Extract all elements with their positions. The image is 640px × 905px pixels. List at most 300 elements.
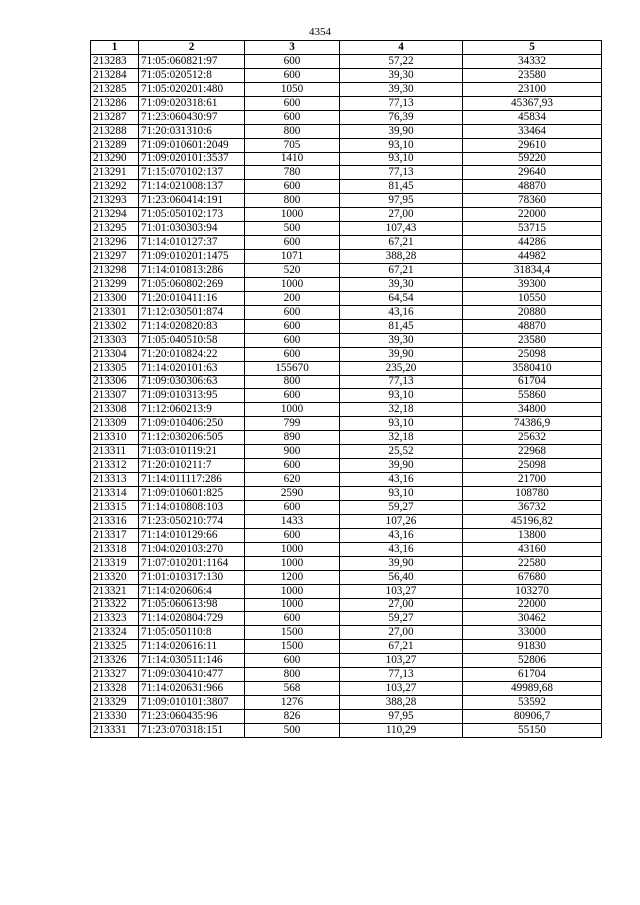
table-cell: 71:14:020606:4 [139,584,245,598]
table-cell: 71:09:010601:825 [139,487,245,501]
table-cell: 213330 [91,710,139,724]
table-cell: 1000 [245,584,340,598]
table-cell: 213325 [91,640,139,654]
table-cell: 213308 [91,403,139,417]
table-cell: 43160 [463,542,602,556]
table-cell: 39,30 [340,68,463,82]
table-cell: 33464 [463,124,602,138]
table-cell: 1000 [245,403,340,417]
table-cell: 64,54 [340,291,463,305]
table-cell: 1200 [245,570,340,584]
table-cell: 213322 [91,598,139,612]
table-row [91,305,602,319]
table-cell: 23100 [463,82,602,96]
table-cell: 600 [245,347,340,361]
table-cell: 44286 [463,236,602,250]
table-cell: 200 [245,291,340,305]
table-cell: 67,21 [340,236,463,250]
table-cell: 71:14:021008:137 [139,180,245,194]
table-row [91,626,602,640]
table-header-row [91,41,602,55]
table-cell: 59,27 [340,612,463,626]
table-cell: 600 [245,110,340,124]
table-cell: 71:23:060430:97 [139,110,245,124]
table-cell: 213286 [91,96,139,110]
table-cell: 21700 [463,473,602,487]
table-cell: 213318 [91,542,139,556]
table-cell: 213326 [91,654,139,668]
table-cell: 108780 [463,487,602,501]
table-cell: 600 [245,236,340,250]
table-cell: 52806 [463,654,602,668]
table-cell: 22580 [463,556,602,570]
table-row [91,473,602,487]
table-cell: 1433 [245,514,340,528]
table-cell: 67,21 [340,264,463,278]
table-row [91,264,602,278]
table-cell: 71:09:030410:477 [139,668,245,682]
table-cell: 71:12:030501:874 [139,305,245,319]
table-cell: 213307 [91,389,139,403]
table-cell: 213297 [91,250,139,264]
table-cell: 55860 [463,389,602,403]
table-cell: 213327 [91,668,139,682]
table-cell: 48870 [463,180,602,194]
column-header: 5 [463,41,602,55]
table-cell: 71:01:030303:94 [139,222,245,236]
table-cell: 235,20 [340,361,463,375]
table-cell: 97,95 [340,710,463,724]
table-cell: 59,27 [340,500,463,514]
table-cell: 39,30 [340,82,463,96]
table-cell: 568 [245,682,340,696]
table-cell: 213317 [91,528,139,542]
page-number: 4354 [309,26,331,38]
table-cell: 213285 [91,82,139,96]
table-cell: 213311 [91,445,139,459]
table-cell: 800 [245,194,340,208]
table-cell: 93,10 [340,487,463,501]
table-cell: 39,90 [340,459,463,473]
table-cell: 826 [245,710,340,724]
table-cell: 71:05:050102:173 [139,208,245,222]
table-cell: 213302 [91,319,139,333]
table-cell: 93,10 [340,389,463,403]
table-cell: 71:12:060213:9 [139,403,245,417]
table-row [91,361,602,375]
table-cell: 32,18 [340,431,463,445]
table-row [91,459,602,473]
table-row [91,389,602,403]
table-cell: 213294 [91,208,139,222]
table-cell: 1071 [245,250,340,264]
table-cell: 45196,82 [463,514,602,528]
table-cell: 213331 [91,723,139,737]
table-cell: 780 [245,166,340,180]
table-cell: 213296 [91,236,139,250]
table-cell: 213289 [91,138,139,152]
table-cell: 620 [245,473,340,487]
table-cell: 213323 [91,612,139,626]
table-cell: 213299 [91,277,139,291]
table-cell: 71:09:010313:95 [139,389,245,403]
table-cell: 600 [245,500,340,514]
table-cell: 1000 [245,598,340,612]
table-cell: 80906,7 [463,710,602,724]
table-cell: 77,13 [340,668,463,682]
table-cell: 74386,9 [463,417,602,431]
table-cell: 39,30 [340,277,463,291]
table-cell: 71:14:020616:11 [139,640,245,654]
table-cell: 45367,93 [463,96,602,110]
table-cell: 213312 [91,459,139,473]
table-cell: 71:05:060613:98 [139,598,245,612]
table-row [91,682,602,696]
table-cell: 107,43 [340,222,463,236]
column-header: 1 [91,41,139,55]
table-cell: 71:09:010101:3807 [139,696,245,710]
table-row [91,598,602,612]
table-row [91,208,602,222]
table-cell: 97,95 [340,194,463,208]
table-cell: 213319 [91,556,139,570]
table-cell: 500 [245,723,340,737]
table-cell: 1050 [245,82,340,96]
table-cell: 213298 [91,264,139,278]
table-cell: 213321 [91,584,139,598]
column-header: 4 [340,41,463,55]
table-cell: 213316 [91,514,139,528]
table-cell: 110,29 [340,723,463,737]
table-cell: 213309 [91,417,139,431]
table-cell: 71:14:020101:63 [139,361,245,375]
table-cell: 53592 [463,696,602,710]
table-row [91,445,602,459]
table-cell: 91830 [463,640,602,654]
table-cell: 71:05:050110:8 [139,626,245,640]
table-cell: 71:14:020820:83 [139,319,245,333]
table-cell: 3580410 [463,361,602,375]
table-row [91,431,602,445]
table-row [91,375,602,389]
table-row [91,500,602,514]
table-cell: 213304 [91,347,139,361]
table-cell: 71:07:010201:1164 [139,556,245,570]
table-cell: 39,90 [340,124,463,138]
table-cell: 800 [245,124,340,138]
table-cell: 67680 [463,570,602,584]
table-cell: 213328 [91,682,139,696]
table-cell: 213329 [91,696,139,710]
table-row [91,723,602,737]
table-row [91,96,602,110]
table-cell: 705 [245,138,340,152]
table-cell: 43,16 [340,528,463,542]
table-row [91,166,602,180]
table-cell: 103,27 [340,584,463,598]
table-cell: 600 [245,305,340,319]
table-cell: 890 [245,431,340,445]
table-cell: 93,10 [340,152,463,166]
table-row [91,333,602,347]
table-cell: 71:23:070318:151 [139,723,245,737]
table-cell: 61704 [463,375,602,389]
table-cell: 71:14:030511:146 [139,654,245,668]
table-cell: 27,00 [340,626,463,640]
table-cell: 39,30 [340,333,463,347]
table-cell: 1276 [245,696,340,710]
table-cell: 213313 [91,473,139,487]
table-cell: 213324 [91,626,139,640]
table-cell: 56,40 [340,570,463,584]
table-cell: 155670 [245,361,340,375]
table-row [91,542,602,556]
table-cell: 388,28 [340,696,463,710]
table-cell: 77,13 [340,96,463,110]
table-cell: 103270 [463,584,602,598]
table-cell: 71:14:020804:729 [139,612,245,626]
table-cell: 213290 [91,152,139,166]
table-cell: 71:03:010119:21 [139,445,245,459]
table-row [91,291,602,305]
table-row [91,54,602,68]
table-row [91,319,602,333]
table-cell: 1500 [245,626,340,640]
table-cell: 71:20:010211:7 [139,459,245,473]
table-cell: 71:14:010813:286 [139,264,245,278]
table-cell: 71:05:020201:480 [139,82,245,96]
table-row [91,584,602,598]
table-cell: 71:01:010317:130 [139,570,245,584]
table-cell: 600 [245,654,340,668]
table-cell: 43,16 [340,473,463,487]
table-cell: 213306 [91,375,139,389]
table-cell: 600 [245,389,340,403]
table-cell: 77,13 [340,166,463,180]
table-cell: 20880 [463,305,602,319]
table-cell: 81,45 [340,319,463,333]
table-cell: 45834 [463,110,602,124]
table-row [91,277,602,291]
table-cell: 48870 [463,319,602,333]
table-row [91,696,602,710]
table-cell: 107,26 [340,514,463,528]
table-cell: 600 [245,459,340,473]
table-row [91,654,602,668]
table-cell: 103,27 [340,654,463,668]
table-cell: 22968 [463,445,602,459]
table-cell: 71:14:010129:66 [139,528,245,542]
table-cell: 22000 [463,208,602,222]
table-cell: 78360 [463,194,602,208]
table-cell: 800 [245,375,340,389]
table-cell: 22000 [463,598,602,612]
table-cell: 213295 [91,222,139,236]
table-row [91,487,602,501]
table-row [91,570,602,584]
table-cell: 213315 [91,500,139,514]
table-cell: 71:09:010201:1475 [139,250,245,264]
table-cell: 600 [245,612,340,626]
table-cell: 71:20:031310:6 [139,124,245,138]
table-cell: 31834,4 [463,264,602,278]
table-row [91,124,602,138]
table-cell: 71:14:010808:103 [139,500,245,514]
table-cell: 71:04:020103:270 [139,542,245,556]
table-row [91,110,602,124]
table-cell: 39,90 [340,347,463,361]
table-cell: 93,10 [340,417,463,431]
table-row [91,82,602,96]
table-row [91,347,602,361]
table-cell: 500 [245,222,340,236]
table-cell: 213283 [91,54,139,68]
table-row [91,152,602,166]
table-cell: 71:14:020631:966 [139,682,245,696]
table-row [91,138,602,152]
table-cell: 600 [245,54,340,68]
table-cell: 71:09:020101:3537 [139,152,245,166]
table-cell: 103,27 [340,682,463,696]
table-cell: 32,18 [340,403,463,417]
table-cell: 213292 [91,180,139,194]
table-cell: 213291 [91,166,139,180]
table-cell: 1000 [245,208,340,222]
table-cell: 71:05:060821:97 [139,54,245,68]
table-cell: 71:23:060414:191 [139,194,245,208]
table-cell: 43,16 [340,305,463,319]
table-row [91,222,602,236]
table-cell: 71:05:060802:269 [139,277,245,291]
table-cell: 76,39 [340,110,463,124]
table-cell: 10550 [463,291,602,305]
table-cell: 213320 [91,570,139,584]
table-cell: 213301 [91,305,139,319]
table-row [91,236,602,250]
table-cell: 388,28 [340,250,463,264]
table-cell: 13800 [463,528,602,542]
table-cell: 900 [245,445,340,459]
table-cell: 600 [245,68,340,82]
table-cell: 30462 [463,612,602,626]
table-cell: 36732 [463,500,602,514]
table-row [91,556,602,570]
table-cell: 27,00 [340,598,463,612]
table-cell: 71:23:060435:96 [139,710,245,724]
table-cell: 71:20:010824:22 [139,347,245,361]
table-cell: 29610 [463,138,602,152]
table-cell: 213287 [91,110,139,124]
table-cell: 33000 [463,626,602,640]
column-header: 2 [139,41,245,55]
table-cell: 213300 [91,291,139,305]
table-cell: 23580 [463,68,602,82]
table-row [91,612,602,626]
table-cell: 71:20:010411:16 [139,291,245,305]
table-cell: 800 [245,668,340,682]
table-row [91,710,602,724]
table-cell: 44982 [463,250,602,264]
table-cell: 23580 [463,333,602,347]
table-cell: 59220 [463,152,602,166]
table-cell: 520 [245,264,340,278]
table-cell: 213288 [91,124,139,138]
table-cell: 71:09:030306:63 [139,375,245,389]
table-cell: 71:14:011117:286 [139,473,245,487]
table-cell: 93,10 [340,138,463,152]
table-cell: 213305 [91,361,139,375]
table-cell: 55150 [463,723,602,737]
table-cell: 27,00 [340,208,463,222]
table-cell: 57,22 [340,54,463,68]
table-cell: 1000 [245,542,340,556]
table-cell: 2590 [245,487,340,501]
table-cell: 39300 [463,277,602,291]
table-cell: 25,52 [340,445,463,459]
table-cell: 77,13 [340,375,463,389]
table-row [91,417,602,431]
table-row [91,180,602,194]
table-cell: 49989,68 [463,682,602,696]
table-cell: 600 [245,96,340,110]
table-row [91,640,602,654]
table-row [91,403,602,417]
table-cell: 213303 [91,333,139,347]
table-cell: 213314 [91,487,139,501]
table-cell: 1000 [245,277,340,291]
table-cell: 71:14:010127:37 [139,236,245,250]
data-table [90,40,602,738]
table-row [91,250,602,264]
table-row [91,528,602,542]
table-row [91,194,602,208]
table-cell: 43,16 [340,542,463,556]
table-cell: 799 [245,417,340,431]
table-row [91,514,602,528]
table-cell: 67,21 [340,640,463,654]
table-cell: 34332 [463,54,602,68]
table-cell: 25632 [463,431,602,445]
table-cell: 71:09:010406:250 [139,417,245,431]
column-header: 3 [245,41,340,55]
table-cell: 71:12:030206:505 [139,431,245,445]
table-cell: 213284 [91,68,139,82]
table-cell: 1000 [245,556,340,570]
table-cell: 71:15:070102:137 [139,166,245,180]
table-cell: 29640 [463,166,602,180]
table-cell: 71:09:010601:2049 [139,138,245,152]
table-cell: 53715 [463,222,602,236]
table-cell: 1500 [245,640,340,654]
table-cell: 39,90 [340,556,463,570]
table-row [91,68,602,82]
table-cell: 600 [245,180,340,194]
table-cell: 25098 [463,347,602,361]
table-cell: 71:23:050210:774 [139,514,245,528]
table-cell: 71:05:040510:58 [139,333,245,347]
table-body [91,54,602,737]
table-cell: 81,45 [340,180,463,194]
table-cell: 61704 [463,668,602,682]
table-cell: 34800 [463,403,602,417]
table-cell: 1410 [245,152,340,166]
table-cell: 213310 [91,431,139,445]
table-cell: 71:05:020512:8 [139,68,245,82]
table-cell: 71:09:020318:61 [139,96,245,110]
table-cell: 25098 [463,459,602,473]
table-row [91,668,602,682]
table-cell: 600 [245,333,340,347]
